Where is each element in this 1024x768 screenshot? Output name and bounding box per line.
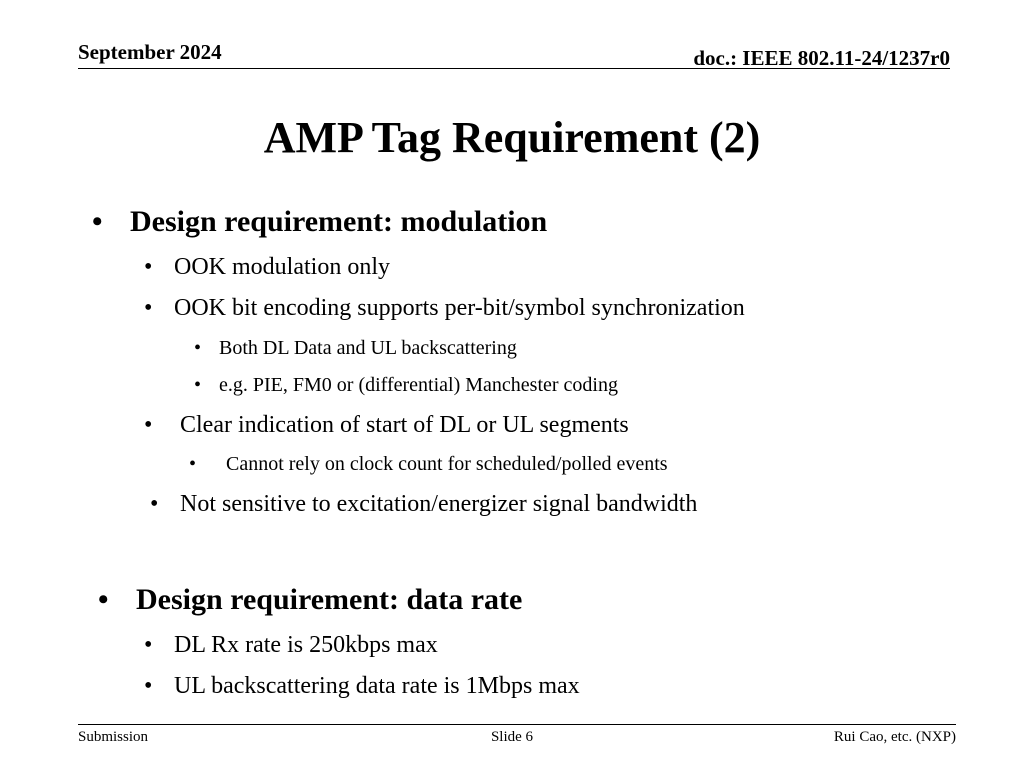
- header-date: September 2024: [78, 40, 222, 64]
- sub-list-item: [194, 337, 517, 360]
- list-item-text: Not sensitive to excitation/energizer signal bandwidth: [180, 491, 698, 517]
- bullet-icon: •: [189, 453, 197, 475]
- bullet-icon: •: [144, 412, 153, 438]
- list-item: [144, 412, 629, 439]
- bullet-icon: •: [144, 295, 153, 321]
- footer-divider: [78, 724, 956, 725]
- list-item: [144, 632, 438, 659]
- bullet-icon: •: [194, 374, 202, 396]
- section-heading-text: Design requirement: modulation: [130, 205, 548, 238]
- list-item: [144, 295, 745, 322]
- list-item: [144, 673, 580, 700]
- list-item: [144, 254, 390, 281]
- list-item: [150, 491, 698, 518]
- section-heading-text: Design requirement: data rate: [136, 583, 523, 616]
- bullet-icon: •: [144, 254, 153, 280]
- list-item-text: Clear indication of start of DL or UL segments: [180, 412, 629, 438]
- sub-list-item: [194, 374, 618, 397]
- bullet-icon: •: [92, 205, 103, 238]
- bullet-icon: •: [150, 491, 159, 517]
- list-item-text: UL backscattering data rate is 1Mbps max: [174, 673, 580, 699]
- section-heading-data-rate: [98, 583, 523, 617]
- header-doc-id: doc.: IEEE 802.11-24/1237r0: [693, 46, 950, 70]
- bullet-icon: •: [144, 632, 153, 658]
- section-heading-modulation: [92, 205, 548, 239]
- list-item-text: OOK bit encoding supports per-bit/symbol synchronization: [174, 295, 745, 321]
- sub-list-item-text: e.g. PIE, FM0 or (differential) Manchester coding: [219, 374, 618, 396]
- bullet-icon: •: [144, 673, 153, 699]
- header-divider: [78, 68, 950, 69]
- bullet-icon: •: [194, 337, 202, 359]
- bullet-icon: •: [98, 583, 109, 616]
- footer-author: Rui Cao, etc. (NXP): [833, 729, 956, 745]
- sub-list-item-text: Both DL Data and UL backscattering: [219, 337, 517, 359]
- footer-slide-number: Slide 6: [490, 729, 534, 745]
- list-item-text: DL Rx rate is 250kbps max: [174, 632, 438, 658]
- slide-title: AMP Tag Requirement (2): [263, 113, 761, 162]
- footer-submission: Submission: [78, 729, 149, 745]
- sub-list-item-text: Cannot rely on clock count for scheduled/polled events: [226, 453, 668, 475]
- list-item-text: OOK modulation only: [174, 254, 390, 280]
- sub-list-item: [189, 453, 668, 476]
